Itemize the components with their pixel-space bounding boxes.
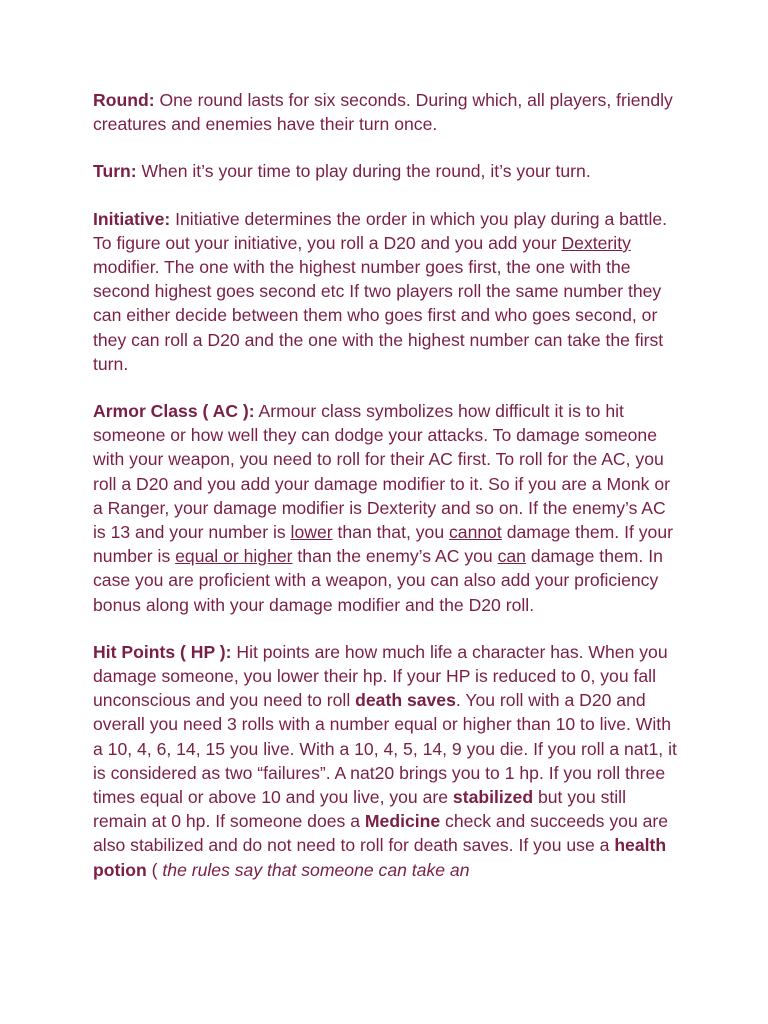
term-initiative: Initiative:	[93, 208, 171, 229]
bold-death-saves: death saves	[355, 690, 456, 711]
armor-class-text-2: than that, you	[332, 522, 449, 543]
armor-class-text-1: Armour class symbolizes how difficult it is to hit someone or how well they can dodge your attacks. To damage someone with your weapon, you need to roll for their AC first. To roll for the AC, you roll a D20 and you add your damage modifier to it. So if you are a Monk or a Ranger, your damage modifier is Dexterity and so on. If the enemy’s AC is 13 and your number is	[93, 401, 670, 543]
bold-health-potion: health potion	[93, 835, 667, 880]
hit-points-text-5: (	[146, 859, 163, 880]
rules-document	[93, 88, 683, 905]
armor-class-text-5: damage them. In case you are proficient with a weapon, you can also add your proficiency bonus along with your damage modifier and the D20 roll.	[93, 546, 663, 615]
paragraph-round	[93, 88, 683, 136]
hit-points-text-1: Hit points are how much life a character has. When you damage someone, you lower their hp. If your HP is reduced to 0, you fall unconscious and you need to roll	[93, 641, 668, 711]
term-hit-points: Hit Points ( HP ):	[93, 641, 232, 662]
round-definition: One round lasts for six seconds. During which, all players, friendly creatures and enemies have their turn once.	[93, 90, 673, 135]
term-armor-class: Armor Class ( AC ):	[93, 401, 255, 422]
paragraph-turn	[93, 159, 683, 183]
turn-definition: When it’s your time to play during the round, it’s your turn.	[136, 161, 591, 182]
initiative-text-2: modifier. The one with the highest number goes first, the one with the second highest goes second etc If two players roll the same number they can either decide between them who goes first and who goes second, or they can roll a D20 and the one with the highest number can take the first turn.	[93, 257, 664, 374]
term-turn: Turn:	[93, 161, 137, 182]
armor-class-text-3: damage them. If your number is	[93, 522, 673, 567]
paragraph-armor-class	[93, 399, 683, 617]
underline-lower: lower	[290, 522, 333, 543]
hit-points-text-4: check and succeeds you are also stabilized and do not need to roll for death saves. If you use a	[93, 811, 669, 856]
hit-points-text-2: . You roll with a D20 and overall you need 3 rolls with a number equal or higher than 10 to live. With a 10, 4, 6, 14, 15 you live. With a 10, 4, 5, 14, 9 you die. If you roll a nat1, it is considered as two “failures”. A nat20 brings you to 1 hp. If you roll three times equal or above 10 and you live, you are	[93, 690, 677, 808]
hit-points-text-3: but you still remain at 0 hp. If someone does a	[93, 787, 626, 832]
bold-stabilized: stabilized	[452, 787, 534, 808]
underline-equal-or-higher: equal or higher	[175, 546, 293, 567]
paragraph-initiative	[93, 207, 683, 376]
term-round: Round:	[93, 90, 155, 110]
initiative-text-1: Initiative determines the order in which you play during a battle. To figure out your initiative, you roll a D20 and you add your	[93, 208, 668, 253]
italic-rules-note: the rules say that someone can take an	[162, 859, 470, 880]
bold-medicine: Medicine	[364, 811, 441, 832]
underline-can: can	[497, 546, 526, 567]
armor-class-text-4: than the enemy’s AC you	[292, 546, 498, 567]
dexterity-link: Dexterity	[561, 232, 631, 253]
paragraph-hit-points	[93, 640, 683, 882]
underline-cannot: cannot	[449, 522, 502, 543]
